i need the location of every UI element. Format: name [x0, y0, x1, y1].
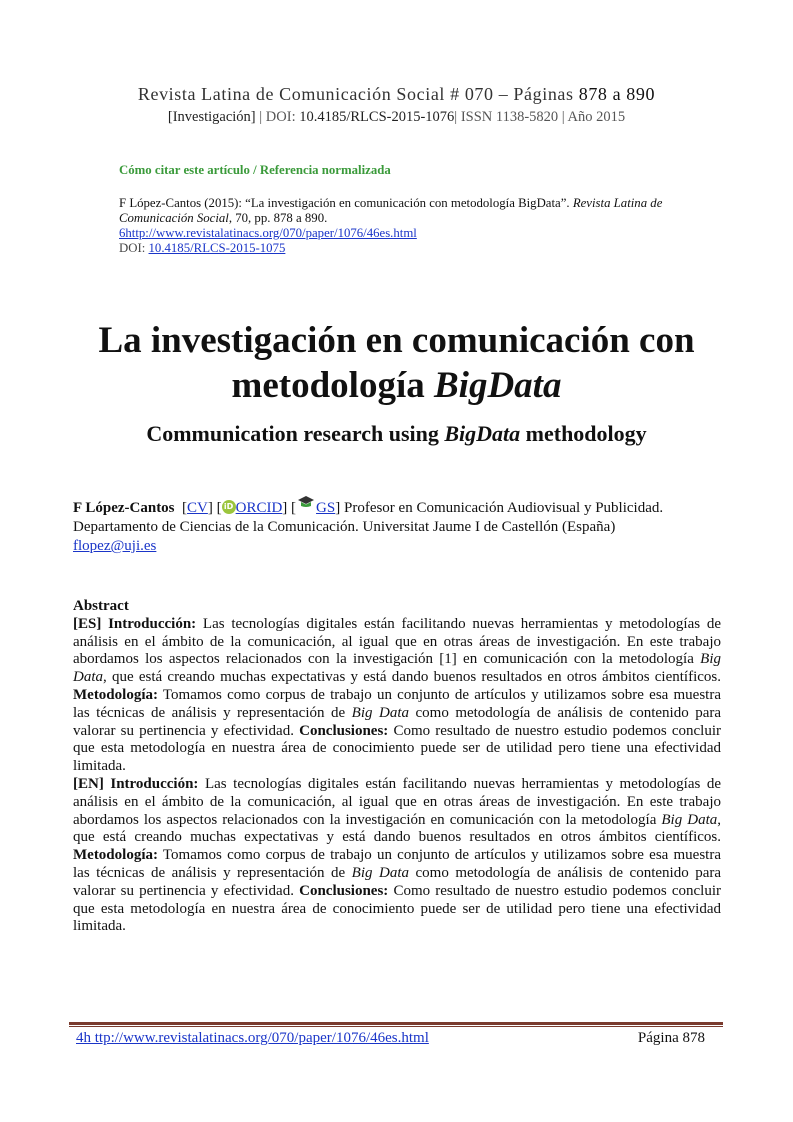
abstract-section: [73, 598, 721, 936]
orcid-link[interactable]: ORCID: [235, 500, 283, 516]
section-label: [Investigación]: [167, 109, 256, 125]
subtitle-italic: BigData: [444, 421, 521, 446]
author-block: F López-Cantos [CV] [ iD ORCID] [ GS] Profesor en Comunicación Audiovisual y Publicidad. Departamento de Ciencias de la Comunicación. Universitat Jaume I de Castellón (España) flopez@uji.es: [73, 494, 723, 556]
gs-link[interactable]: GS: [316, 500, 336, 516]
es-bigdata: Big Data: [73, 651, 722, 686]
title-line-2: metodología: [231, 365, 425, 406]
journal-name: Revista Latina de Comunicación Social # 070 – Páginas: [137, 84, 574, 104]
issn-year: | ISSN 1138-5820 | Año 2015: [454, 109, 626, 125]
subtitle-before: Communication research using: [146, 421, 439, 446]
en-tag: [EN]: [73, 775, 104, 792]
journal-meta: [0, 109, 793, 126]
en-method-text: Tomamos como corpus de trabajo un conjunto de artículos y utilizamos sobre esa muestra las técnicas de análisis y representación de: [73, 847, 721, 881]
abstract-heading: Abstract: [73, 598, 129, 614]
footer-url-link[interactable]: 4h ttp://www.revistalatinacs.org/070/paper/1076/46es.html: [76, 1030, 429, 1046]
citation-url-link[interactable]: 6http://www.revistalatinacs.org/070/paper/1076/46es.html: [119, 226, 417, 240]
cv-link[interactable]: CV: [187, 500, 208, 516]
title-italic: BigData: [433, 365, 562, 406]
title-line-1: La investigación en comunicación con: [98, 320, 695, 361]
citation-doi-label: DOI:: [119, 241, 146, 255]
en-intro-label: Introducción:: [110, 775, 199, 792]
es-method-tail: como metodología de análisis de contenido para valorar su pertinencia y efectividad.: [73, 704, 722, 739]
subtitle-after: methodology: [525, 421, 647, 446]
citation-doi-link[interactable]: 10.4185/RLCS-2015-1075: [148, 241, 286, 255]
en-intro-text: Las tecnologías digitales están facilitando nuevas herramientas y metodologías de análisis en el ámbito de la comunicación, al igual que en otras áreas de investigación. En este trabajo abordamos los aspectos relacionados con la investigación en comunicación con la metodología: [73, 775, 722, 828]
journal-header: [0, 84, 793, 105]
article-title: [40, 318, 753, 408]
doi-label: | DOI:: [259, 109, 296, 125]
en-concl-label: Conclusiones:: [299, 882, 389, 899]
footer-page-number: Página 878: [637, 1030, 705, 1046]
es-concl-text: Como resultado de nuestro estudio podemos concluir que esta metodología en nuestra área de conocimiento puede ser de utilidad pero tiene una efectividad limitada.: [73, 722, 721, 775]
abstract-en: [73, 776, 721, 936]
en-concl-text: Como resultado de nuestro estudio podemos concluir que esta metodología en nuestra área de conocimiento puede ser de utilidad pero tiene una efectividad limitada.: [73, 882, 721, 935]
es-intro-text: Las tecnologías digitales están facilitando nuevas herramientas y metodologías de análisis en el ámbito de la comunicación, al igual que en otras áreas de investigación. En este trabajo abordamos los aspectos relacionados con la investigación [1] en comunicación con la metodología: [73, 615, 721, 668]
en-method-bigdata: Big Data: [351, 864, 409, 881]
abstract-es: [73, 616, 721, 776]
es-method-bigdata: Big Data: [351, 704, 409, 721]
article-subtitle: [40, 421, 753, 447]
es-intro-label: Introducción:: [108, 615, 197, 632]
author-department: Departamento de Ciencias de la Comunicación. Universitat Jaume I de Castellón (España): [73, 519, 616, 535]
en-method-label: Metodología:: [73, 847, 158, 864]
journal-pages: 878 a 890: [578, 84, 656, 104]
es-concl-label: Conclusiones:: [299, 722, 389, 739]
en-method-tail: como metodología de análisis de contenido para valorar su pertinencia y efectividad.: [73, 864, 722, 899]
es-tag: [ES]: [73, 615, 102, 632]
citation-tail: , 70, pp. 878 a 890.: [228, 211, 328, 225]
footer-divider: [69, 1022, 723, 1027]
orcid-icon: iD: [222, 500, 236, 514]
header-doi: 10.4185/RLCS-2015-1076: [299, 109, 455, 125]
author-name: F López-Cantos: [73, 500, 175, 516]
es-intro-tail: , que está creando muchas expectativas y está dando buenos resultados en otros ámbitos científicos.: [103, 669, 721, 686]
google-scholar-icon: [296, 494, 316, 508]
citation-reference: [119, 196, 699, 256]
es-method-label: Metodología:: [73, 686, 158, 703]
citation-heading: Cómo citar este artículo / Referencia normalizada: [119, 163, 391, 177]
citation-text: F López-Cantos (2015): “La investigación en comunicación con metodología BigData”.: [119, 196, 570, 210]
author-role: Profesor en Comunicación Audiovisual y Publicidad.: [343, 500, 664, 516]
citation-journal: Revista Latina de Comunicación Social: [119, 196, 663, 225]
en-bigdata: Big Data: [661, 811, 718, 828]
author-email-link[interactable]: flopez@uji.es: [73, 538, 157, 554]
citation-block: [119, 163, 699, 256]
es-method-text: Tomamos como corpus de trabajo un conjunto de artículos y utilizamos sobre esa muestra las técnicas de análisis y representación de: [73, 686, 721, 721]
en-intro-tail: , que está creando muchas expectativas y está dando buenos resultados en otros ámbitos científicos.: [73, 811, 721, 846]
